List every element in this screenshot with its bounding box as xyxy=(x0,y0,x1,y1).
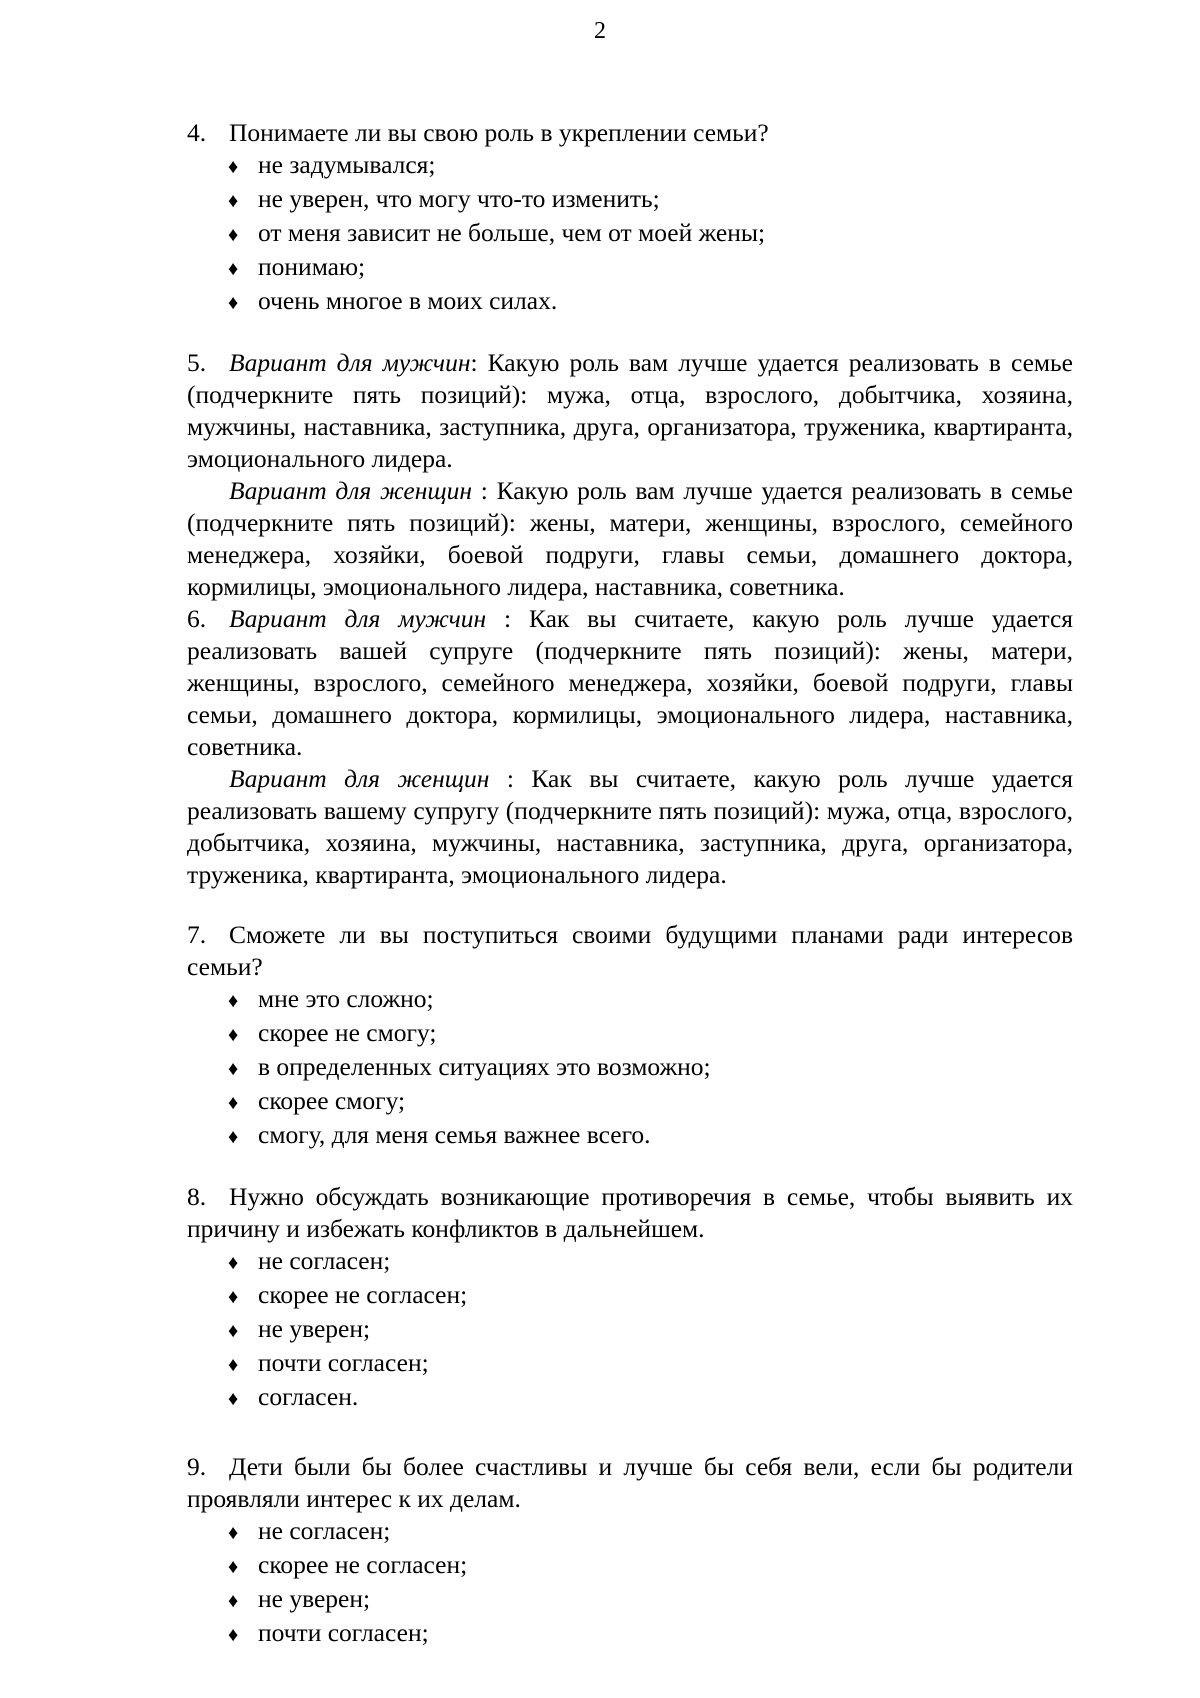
variant-label-men: Вариант для мужчин xyxy=(229,604,487,633)
question-9-title xyxy=(187,1451,1073,1515)
question-number: 4. xyxy=(187,118,207,147)
answer-option-text: согласен. xyxy=(258,1382,359,1411)
diamond-bullet-icon: ♦ xyxy=(228,1092,239,1114)
diamond-bullet-icon: ♦ xyxy=(228,1286,239,1308)
answer-option-text: почти согласен; xyxy=(258,1618,429,1647)
variant-label-men: Вариант для мужчин xyxy=(229,348,471,377)
answer-option xyxy=(228,1051,1073,1085)
answer-option-text: мне это сложно; xyxy=(258,984,434,1013)
answer-option xyxy=(228,285,1073,319)
answer-option-text: скорее смогу; xyxy=(258,1086,406,1115)
answer-option xyxy=(228,1245,1073,1279)
answer-option xyxy=(228,1549,1073,1583)
question-number: 6. xyxy=(187,604,207,633)
answer-option xyxy=(228,1017,1073,1051)
diamond-bullet-icon: ♦ xyxy=(228,258,239,280)
question-7-title xyxy=(187,919,1073,983)
diamond-bullet-icon: ♦ xyxy=(228,1590,239,1612)
answer-options xyxy=(187,1515,1073,1651)
diamond-bullet-icon: ♦ xyxy=(228,1556,239,1578)
question-7 xyxy=(187,919,1073,1153)
variant-label-women: Вариант для женщин xyxy=(229,764,490,793)
diamond-bullet-icon: ♦ xyxy=(228,190,239,212)
question-number: 8. xyxy=(187,1182,207,1211)
answer-option-text: не уверен; xyxy=(258,1314,371,1343)
diamond-bullet-icon: ♦ xyxy=(228,1388,239,1410)
answer-option-text: не согласен; xyxy=(258,1246,391,1275)
answer-option-text: очень многое в моих силах. xyxy=(258,286,558,315)
question-6-women-variant xyxy=(187,763,1073,891)
question-text: Сможете ли вы поступиться своими будущими планами ради интересов семьи? xyxy=(187,920,1073,981)
question-8-title xyxy=(187,1181,1073,1245)
answer-option xyxy=(228,183,1073,217)
diamond-bullet-icon: ♦ xyxy=(228,1354,239,1376)
answer-option-text: от меня зависит не больше, чем от моей жены; xyxy=(258,218,766,247)
document-body xyxy=(187,117,1073,1651)
variant-text-women: : Как вы считаете, какую роль лучше удается реализовать вашему супругу (подчеркните пять позиций): мужа, отца, взрослого, добытчика, хозяина, мужчины, наставника, заступника, друга, организатора, труженика, квартиранта, эмоционального лидера. xyxy=(187,764,1073,889)
answer-options xyxy=(187,149,1073,319)
question-text: Нужно обсуждать возникающие противоречия в семье, чтобы выявить их причину и избежать конфликтов в дальнейшем. xyxy=(187,1182,1073,1243)
diamond-bullet-icon: ♦ xyxy=(228,156,239,178)
variant-text-men: : Как вы считаете, какую роль лучше удается реализовать вашей супруге (подчеркните пять позиций): жены, матери, женщины, взрослого, семейного менеджера, хозяйки, боевой подруги, главы семьи, домашнего доктора, кормилицы, эмоционального лидера, наставника, советника. xyxy=(187,604,1073,761)
diamond-bullet-icon: ♦ xyxy=(228,990,239,1012)
question-4 xyxy=(187,117,1073,319)
page-number: 2 xyxy=(594,18,606,44)
answer-option xyxy=(228,251,1073,285)
answer-option xyxy=(228,1617,1073,1651)
answer-option xyxy=(228,1583,1073,1617)
question-number: 9. xyxy=(187,1452,207,1481)
question-6-men-variant xyxy=(187,603,1073,763)
question-8 xyxy=(187,1181,1073,1415)
answer-option-text: понимаю; xyxy=(258,252,366,281)
diamond-bullet-icon: ♦ xyxy=(228,1320,239,1342)
answer-option xyxy=(228,983,1073,1017)
answer-option xyxy=(228,1515,1073,1549)
answer-option-text: не уверен, что могу что-то изменить; xyxy=(258,184,660,213)
question-number: 5. xyxy=(187,348,207,377)
answer-option-text: скорее не смогу; xyxy=(258,1018,437,1047)
question-6 xyxy=(187,603,1073,891)
answer-option xyxy=(228,1279,1073,1313)
question-5-women-variant xyxy=(187,475,1073,603)
answer-option-text: почти согласен; xyxy=(258,1348,429,1377)
question-5 xyxy=(187,347,1073,603)
answer-options xyxy=(187,983,1073,1153)
question-text: Дети были бы более счастливы и лучше бы себя вели, если бы родители проявляли интерес к их делам. xyxy=(187,1452,1073,1513)
answer-option xyxy=(228,149,1073,183)
answer-option-text: скорее не согласен; xyxy=(258,1280,468,1309)
question-9 xyxy=(187,1451,1073,1651)
diamond-bullet-icon: ♦ xyxy=(228,292,239,314)
diamond-bullet-icon: ♦ xyxy=(228,1024,239,1046)
answer-options xyxy=(187,1245,1073,1415)
answer-option xyxy=(228,217,1073,251)
diamond-bullet-icon: ♦ xyxy=(228,224,239,246)
diamond-bullet-icon: ♦ xyxy=(228,1126,239,1148)
question-5-men-variant xyxy=(187,347,1073,475)
answer-option xyxy=(228,1119,1073,1153)
answer-option-text: скорее не согласен; xyxy=(258,1550,468,1579)
variant-text-men: : Какую роль вам лучше удается реализовать в семье (подчеркните пять позиций): мужа, отца, взрослого, добытчика, хозяина, мужчины, наставника, заступника, друга, организатора, труженика, квартиранта, эмоционального лидера. xyxy=(187,348,1073,473)
answer-option-text: не согласен; xyxy=(258,1516,391,1545)
question-text: Понимаете ли вы свою роль в укреплении семьи? xyxy=(229,118,769,147)
answer-option xyxy=(228,1381,1073,1415)
question-number: 7. xyxy=(187,920,207,949)
answer-option-text: не уверен; xyxy=(258,1584,371,1613)
answer-option xyxy=(228,1085,1073,1119)
question-4-title xyxy=(187,117,1073,149)
diamond-bullet-icon: ♦ xyxy=(228,1522,239,1544)
answer-option-text: смогу, для меня семья важнее всего. xyxy=(258,1120,651,1149)
diamond-bullet-icon: ♦ xyxy=(228,1058,239,1080)
answer-option-text: в определенных ситуациях это возможно; xyxy=(258,1052,711,1081)
diamond-bullet-icon: ♦ xyxy=(228,1624,239,1646)
variant-label-women: Вариант для женщин xyxy=(229,476,473,505)
variant-text-women: : Какую роль вам лучше удается реализовать в семье (подчеркните пять позиций): жены, матери, женщины, взрослого, семейного менеджера, хозяйки, боевой подруги, главы семьи, домашнего доктора, кормилицы, эмоционального лидера, наставника, советника. xyxy=(187,476,1074,601)
answer-option xyxy=(228,1347,1073,1381)
answer-option xyxy=(228,1313,1073,1347)
answer-option-text: не задумывался; xyxy=(258,150,436,179)
diamond-bullet-icon: ♦ xyxy=(228,1252,239,1274)
